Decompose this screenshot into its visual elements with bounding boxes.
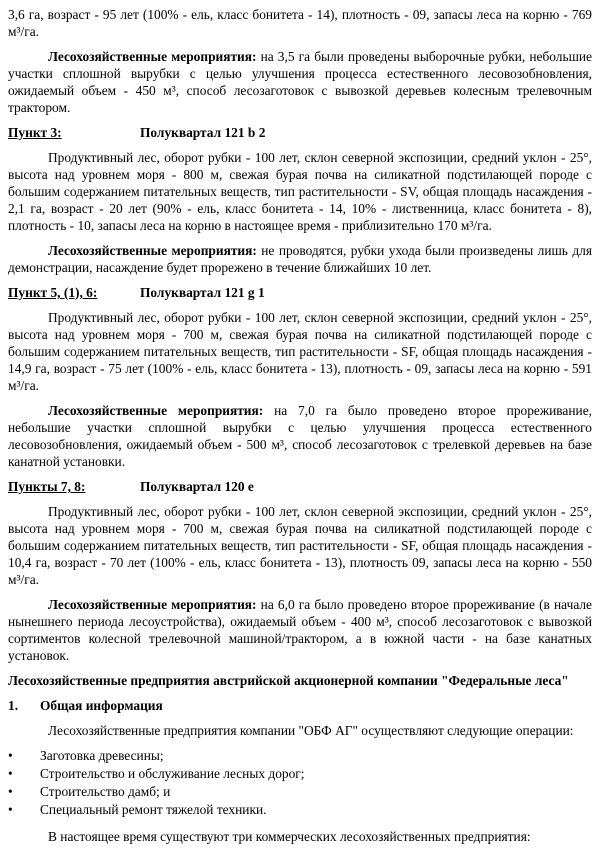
- point-78-title: Полуквартал 120 е: [140, 479, 254, 494]
- point-56-title: Полуквартал 121 g 1: [140, 285, 265, 300]
- operations-intro: Лесохозяйственные предприятия компании "ОБФ АГ" осуществляют следующие операции:: [48, 723, 574, 738]
- bullet-icon: •: [8, 784, 13, 799]
- subsection-1-heading: [8, 697, 592, 714]
- stand-description-78: Продуктивный лес, оборот рубки - 100 лет, склон северной экспозиции, средний уклон - 25°, высота над уровнем моря - 700 м, свежая бурая почва на силикатной подстилающей породе с большим содержанием питательных веществ, тип растительности - SF, общая площадь насаждения - 10,4 га, возраст - 70 лет (100% - ель, класс бонитета - 13), плотность 09, запасы леса на корню - 550 м³/га.: [8, 504, 592, 587]
- bullet-icon: •: [8, 766, 13, 781]
- measures-paragraph-1: [8, 48, 592, 116]
- point-78-label: Пункты 7, 8:: [8, 479, 86, 494]
- list-item: [8, 801, 592, 818]
- measures-paragraph-3: [8, 242, 592, 276]
- measures-label: Лесохозяйственные мероприятия:: [48, 243, 257, 258]
- point-3-title: Полуквартал 121 b 2: [140, 125, 266, 140]
- list-item: [8, 765, 592, 782]
- point-3-heading: [8, 124, 592, 141]
- subsection-title: Общая информация: [40, 698, 163, 713]
- section-heading-federal-forests: Лесохозяйственные предприятия австрийской акционерной компании "Федеральные леса": [8, 673, 569, 688]
- list-item: [8, 747, 592, 764]
- measures-text-3: не проводятся, рубки ухода были произведены лишь для демонстрации, насаждение будет прорежено в течение ближайших 10 лет.: [8, 243, 593, 275]
- measures-label: Лесохозяйственные мероприятия:: [48, 49, 257, 64]
- measures-paragraph-56: [8, 402, 592, 470]
- stand-description-3: Продуктивный лес, оборот рубки - 100 лет, склон северной экспозиции, средний уклон - 25°, высота над уровнем моря - 800 м, свежая бурая почва на силикатной подстилающей породе с большим содержанием питательных веществ, тип растительности - SV, общая площадь насаждения - 2,1 га, возраст - 20 лет (90% - ель, класс бонитета - 14, 10% - лиственница, класс бонитета - 8), плотность - 10, запасы леса на корню в настоящее время - приблизительно 170 м³/га.: [8, 150, 592, 233]
- stand-description-56: Продуктивный лес, оборот рубки - 100 лет, склон северной экспозиции, средний уклон - 25°, высота над уровнем моря - 700 м, свежая бурая почва на силикатной подстилающей породе с большим содержанием питательных веществ, тип растительности - SF, общая площадь насаждения - 14,9 га, возраст - 75 лет (100% - ель, класс бонитета - 13), плотность - 09, запасы леса на корню - 591 м³/га.: [8, 310, 592, 393]
- list-item-text: Заготовка древесины;: [40, 748, 164, 763]
- closing-paragraph: В настоящее время существуют три коммерческих лесохозяйственных предприятия:: [48, 829, 531, 844]
- list-item: [8, 783, 592, 800]
- list-item-text: Строительство дамб; и: [40, 784, 171, 799]
- list-item-text: Специальный ремонт тяжелой техники.: [40, 802, 267, 817]
- measures-text-1: на 3,5 га были проведены выборочные рубки, небольшие участки сплошной вырубки с целью улучшения процесса естественного лесовозобновления, ожидаемый объем - 450 м³, способ лесозаготовок с вывозкой деревьев колесным трелевочным трактором.: [8, 49, 592, 115]
- point-3-label: Пункт 3:: [8, 125, 62, 140]
- measures-text-78: на 6,0 га было проведено второе прореживание (в начале нынешнего периода лесоустройства), ожидаемый объем - 400 м³, способ лесозаготовок с вывозкой сортиментов колесной трелевочной машиной/трактором, а в южной части - на базе канатных установок.: [8, 597, 592, 663]
- subsection-number: 1.: [8, 698, 19, 713]
- stand-summary-continuation: 3,6 га, возраст - 95 лет (100% - ель, класс бонитета - 14), плотность - 09, запасы леса на корню - 769 м³/га.: [8, 7, 592, 39]
- bullet-icon: •: [8, 802, 13, 817]
- measures-label: Лесохозяйственные мероприятия:: [48, 403, 264, 418]
- bullet-icon: •: [8, 748, 13, 763]
- measures-label: Лесохозяйственные мероприятия:: [48, 597, 257, 612]
- point-78-heading: [8, 478, 592, 495]
- measures-text-56: на 7,0 га было проведено второе прореживание, небольшие участки сплошной вырубки с целью улучшения процесса естественного лесовозобновления, ожидаемый объем - 500 м³, способ лесозаготовок с трелевкой деревьев на базе канатной установки.: [8, 403, 592, 469]
- point-56-heading: [8, 284, 592, 301]
- measures-paragraph-78: [8, 596, 592, 664]
- list-item-text: Строительство и обслуживание лесных дорог;: [40, 766, 305, 781]
- point-56-label: Пункт 5, (1), 6:: [8, 285, 98, 300]
